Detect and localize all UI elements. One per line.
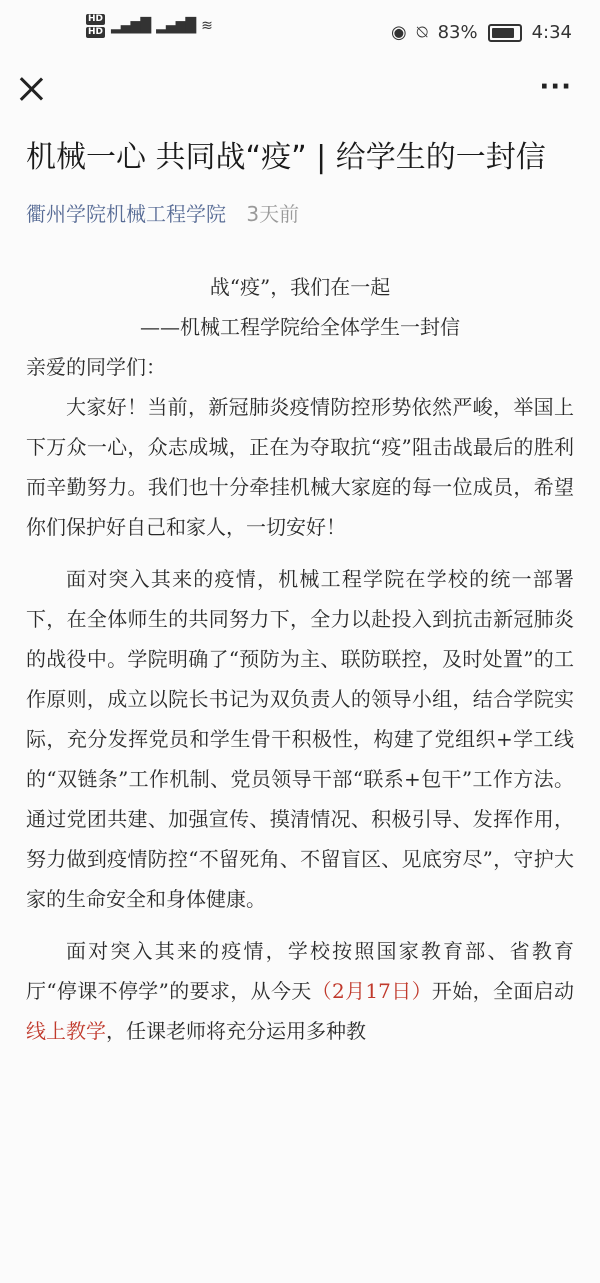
close-icon[interactable] — [18, 76, 44, 102]
paragraph-text: 开始，全面启动 — [431, 979, 575, 1003]
paragraph-text: ，任课老师将充分运用多种教 — [106, 1019, 366, 1043]
hd-icon: HD — [88, 27, 104, 37]
highlight-date: （2月17日） — [311, 979, 432, 1003]
paragraph-text: 面对突入其来的疫情，学校按照国家教育部、省教育厅“停课不停学”的要求，从今天 — [26, 939, 574, 1003]
eye-icon: ◉ — [391, 22, 407, 43]
highlight-online-teaching: 线上教学 — [26, 1019, 106, 1043]
status-bar — [0, 0, 600, 70]
wifi-icon: ≋ — [201, 18, 212, 34]
body-heading: 战“疫”，我们在一起 — [209, 275, 391, 299]
author-link[interactable]: 衢州学院机械工程学院 — [26, 202, 226, 226]
signal-icon: ▂▄▆█ — [156, 18, 196, 34]
battery-percent: 83% — [437, 22, 478, 43]
paragraph: 面对突入其来的疫情，机械工程学院在学校的统一部署下，在全体师生的共同努力下，全力以赴投入到抗击新冠肺炎的战役中。学院明确了“预防为主、联防联控，及时处置”的工作原则，成立以院长书记为双负责人的领导小组，结合学院实际，充分发挥党员和学生骨干积极性，构建了党组织+学工线的“双链条”工作机制、党员领导干部“联系+包干”工作方法。通过党团共建、加强宣传、摸清情况、积极引导、发挥作用，努力做到疫情防控“不留死角、不留盲区、见底穷尽”，守护大家的生命安全和身体健康。 — [26, 567, 574, 911]
hd-icons — [86, 14, 105, 38]
battery-icon — [488, 24, 522, 42]
hd-icon: HD — [88, 14, 104, 24]
publish-time: 3天前 — [246, 202, 300, 226]
paragraph — [26, 931, 574, 1051]
status-right — [391, 22, 572, 43]
paragraph: 大家好！当前，新冠肺炎疫情防控形势依然严峻，举国上下万众一心，众志成城，正在为夺取抗“疫”阻击战最后的胜利而辛勤努力。我们也十分牵挂机械大家庭的每一位成员，希望你们保护好自己和家人，一切安好！ — [26, 395, 574, 539]
mute-bell-icon: ⍉ — [416, 22, 428, 43]
more-options-icon[interactable]: ··· — [539, 72, 572, 102]
article — [0, 136, 600, 1051]
body-subheading: ——机械工程学院给全体学生一封信 — [140, 315, 460, 339]
network-indicators — [86, 14, 212, 38]
article-meta — [26, 198, 574, 227]
clock: 4:34 — [531, 22, 572, 43]
article-body — [26, 267, 574, 1051]
salutation: 亲爱的同学们： — [26, 355, 166, 379]
article-title: 机械一心 共同战“疫” | 给学生的一封信 — [26, 140, 546, 175]
signal-icon: ▂▄▆█ — [111, 18, 151, 34]
top-nav-bar — [0, 70, 600, 120]
